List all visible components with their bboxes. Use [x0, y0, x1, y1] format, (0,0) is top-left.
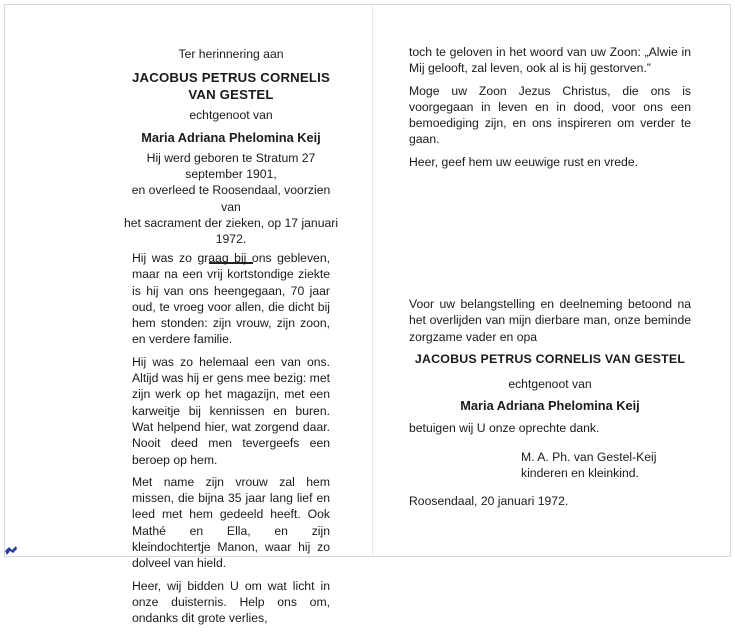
- paragraph: Hij was zo graag bij ons gebleven, maar na een vrij kortstondige ziekte is hij van ons heengegaan, 70 jaar oud, te vroeg voor allen, die dicht bij hem stonden: zijn vrouw, zijn zoon, en verdere familie.: [132, 251, 330, 347]
- spouse-name: Maria Adriana Phelomina Keij: [460, 398, 640, 414]
- paragraph: Heer, wij bidden U om wat licht in onze duisternis. Help ons om, ondanks dit grote verlies,: [132, 578, 330, 626]
- paragraph: toch te geloven in het woord van uw Zoon: „Alwie in Mij gelooft, zal leven, ook al is hij gestorven.”: [409, 45, 691, 76]
- logo-mark-icon: [4, 545, 18, 559]
- birth-line: Hij werd geboren te Stratum 27 september 1901,: [146, 150, 316, 182]
- place-date: Roosendaal, 20 januari 1972.: [409, 494, 569, 509]
- thanks-line: betuigen wij U onze oprechte dank.: [409, 421, 600, 436]
- birth-line: en overleed te Roosendaal, voorzien van: [131, 183, 331, 214]
- left-body: [132, 250, 330, 633]
- deceased-name: JACOBUS PETRUS CORNELIS VAN GESTEL: [414, 351, 686, 366]
- paragraph: Hij was zo helemaal een van ons. Altijd was hij er gens mee bezig: met zijn werk op het magazijn, met een karweitje bij kennissen en buren. Wat helpend hier, wat zorgend daar. Nooit deed men tevergeefs een beroep op hem.: [132, 354, 330, 467]
- right-panel: [409, 44, 691, 176]
- spouse-name: Maria Adriana Phelomina Keij: [141, 129, 321, 145]
- card-fold: [372, 5, 373, 558]
- paragraph: Moge uw Zoon Jezus Christus, die ons is voorgegaan in leven en in dood, voor ons een bemoediging zijn, en ons inspireren om verder te gaan.: [409, 83, 691, 147]
- birth-line: het sacrament der zieken, op 17 januari 1972.: [123, 216, 339, 247]
- left-panel: [122, 46, 340, 278]
- deceased-name-line2: VAN GESTEL: [188, 87, 274, 103]
- spouse-of-label: echtgenoot van: [189, 108, 273, 123]
- signature-line: M. A. Ph. van Gestel-Keij: [521, 449, 657, 464]
- thanks-text: Voor uw belangstelling en deelneming betoond na het overlijden van mijn dierbare man, onze beminde zorgzame vader en opa: [409, 297, 691, 344]
- signature-line: kinderen en kleinkind.: [521, 466, 639, 481]
- deceased-name-line1: JACOBUS PETRUS CORNELIS: [131, 70, 331, 86]
- heading: Ter herinnering aan: [178, 47, 284, 61]
- paragraph: Heer, geef hem uw eeuwige rust en vrede.: [409, 154, 638, 169]
- paragraph: Met name zijn vrouw zal hem missen, die bijna 35 jaar lang lief en leed met hem gedeeld heeft. Ook Mathé en Ella, en zijn kleindochtertje Manon, waar hij zo dolveel van hield.: [132, 474, 330, 571]
- spouse-of-label: echtgenoot van: [508, 376, 592, 391]
- acknowledgement-panel: [409, 296, 691, 510]
